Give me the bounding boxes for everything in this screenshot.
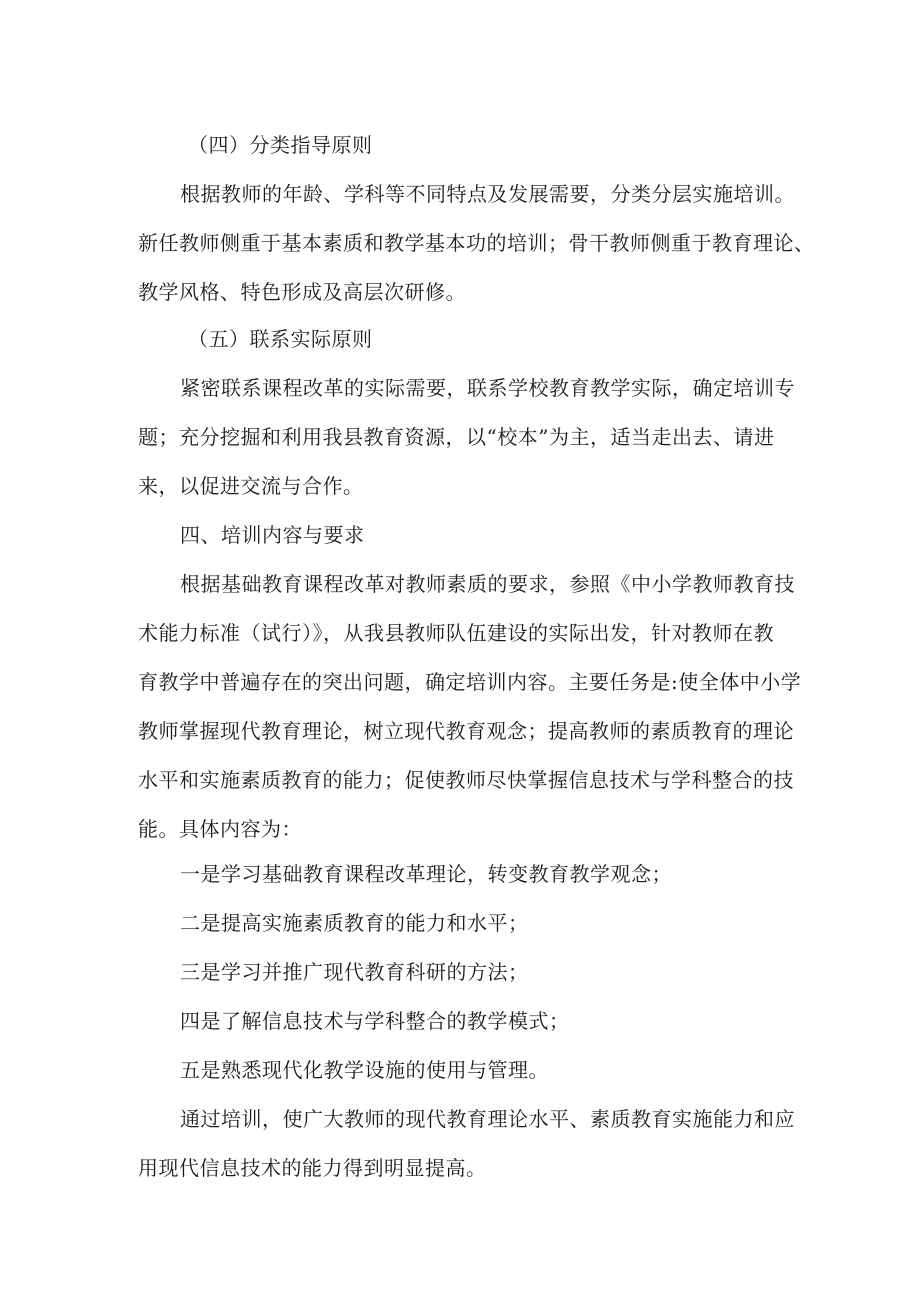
content-item-3: 三是学习并推广现代教育科研的方法； [180, 960, 529, 984]
section5-line-2: 题；充分挖掘和利用我县教育资源，以“校本”为主，适当走出去、请进 [138, 425, 775, 449]
section4-line-3: 教学风格、特色形成及高层次研修。 [138, 280, 466, 304]
conclusion-line-2: 用现代信息技术的能力得到明显提高。 [138, 1156, 487, 1180]
content-item-2: 二是提高实施素质教育的能力和水平； [180, 911, 529, 935]
part4-intro-line-3: 育教学中普遍存在的突出问题，确定培训内容。主要任务是:使全体中小学 [138, 670, 802, 694]
part4-heading: 四、培训内容与要求 [180, 523, 365, 547]
section5-line-1: 紧密联系课程改革的实际需要，联系学校教育教学实际，确定培训专 [180, 376, 795, 400]
conclusion-line-1: 通过培训，使广大教师的现代教育理论水平、素质教育实施能力和应 [180, 1107, 795, 1131]
content-item-5: 五是熟悉现代化教学设施的使用与管理。 [180, 1058, 549, 1082]
section4-line-2: 新任教师侧重于基本素质和教学基本功的培训；骨干教师侧重于教育理论、 [138, 231, 815, 255]
section5-line-3: 来，以促进交流与合作。 [138, 474, 364, 498]
section5-heading: （五）联系实际原则 [188, 327, 373, 351]
section4-line-1: 根据教师的年龄、学科等不同特点及发展需要，分类分层实施培训。 [180, 182, 795, 206]
content-item-1: 一是学习基础教育课程改革理论，转变教育教学观念； [180, 862, 672, 886]
section4-heading: （四）分类指导原则 [188, 133, 373, 157]
content-item-4: 四是了解信息技术与学科整合的教学模式； [180, 1009, 570, 1033]
part4-intro-line-1: 根据基础教育课程改革对教师素质的要求，参照《中小学教师教育技 [180, 572, 795, 596]
part4-intro-line-4: 教师掌握现代教育理论，树立现代教育观念；提高教师的素质教育的理论 [138, 719, 794, 743]
part4-intro-line-5: 水平和实施素质教育的能力；促使教师尽快掌握信息技术与学科整合的技 [138, 768, 794, 792]
part4-intro-line-2: 术能力标准（试行）》，从我县教师队伍建设的实际出发，针对教师在教 [138, 621, 774, 645]
part4-intro-line-6: 能。具体内容为： [138, 817, 302, 841]
